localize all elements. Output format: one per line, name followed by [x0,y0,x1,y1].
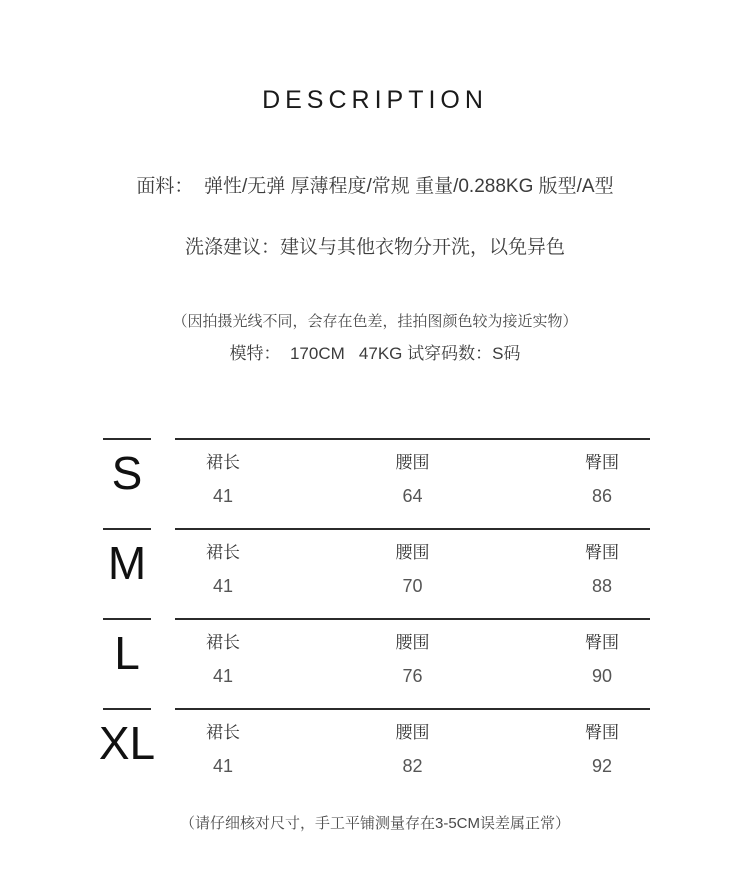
measurement-skirt-length [175,530,271,598]
measurement-hip [554,620,650,688]
size-row-l [0,618,750,708]
page-title: DESCRIPTION [262,86,488,114]
row-divider-short [103,528,151,530]
model-info-line: 模特： 170CM 47KG 试穿码数：S码 [229,344,521,363]
row-divider-short [103,438,151,440]
measurement-skirt-length [175,710,271,778]
fabric-info-line: 面料： 弹性/无弹 厚薄程度/常规 重量/0.288KG 版型/A型 [136,176,614,197]
measurement-value: 90 [591,666,613,686]
measurement-value: 76 [402,666,423,686]
measurement-label: 臀围 [585,723,619,742]
measurement-label: 臀围 [585,633,619,652]
measurement-label: 裙长 [206,543,240,562]
measurements [175,438,650,508]
measurement-waist [365,620,461,688]
size-row-s [0,438,750,528]
measurements [175,708,650,778]
measurement-value: 88 [591,576,613,596]
measurement-value: 41 [212,666,234,686]
measurement-label: 腰围 [395,633,430,652]
color-difference-note: （因拍摄光线不同，会存在色差，挂拍图颜色较为接近实物） [172,313,578,330]
measurement-value: 41 [212,486,234,506]
size-row-m [0,528,750,618]
measurement-waist [365,440,461,508]
size-row-xl [0,708,750,798]
measurement-label: 腰围 [395,543,430,562]
measurement-label: 臀围 [585,453,619,472]
measurement-value: 41 [212,576,234,596]
measurement-waist [365,530,461,598]
measurement-waist [365,710,461,778]
size-label: L [114,627,140,679]
measurement-skirt-length [175,620,271,688]
measurement-label: 臀围 [585,543,619,562]
washing-advice-line: 洗涤建议：建议与其他衣物分开洗，以免异色 [184,237,565,258]
measurement-value: 64 [402,486,423,506]
row-divider-short [103,708,151,710]
measurement-value: 92 [591,756,613,776]
measurement-label: 腰围 [395,723,430,742]
measurement-hip [554,530,650,598]
size-table [0,438,750,798]
measurement-hip [554,440,650,508]
measurements [175,618,650,688]
measurement-value: 70 [402,576,423,596]
row-divider-short [103,618,151,620]
size-label: S [111,447,143,499]
measurement-skirt-length [175,440,271,508]
measurement-label: 裙长 [206,453,240,472]
measurement-label: 裙长 [206,633,240,652]
measurement-label: 腰围 [395,453,430,472]
measurement-value: 41 [212,756,234,776]
measurement-tolerance-note: （请仔细核对尺寸，手工平铺测量存在3-5CM误差属正常） [179,815,570,832]
measurement-value: 86 [591,486,613,506]
measurement-value: 82 [402,756,423,776]
size-label: M [107,537,147,589]
size-label: XL [98,717,156,769]
measurement-label: 裙长 [206,723,240,742]
measurement-hip [554,710,650,778]
measurements [175,528,650,598]
